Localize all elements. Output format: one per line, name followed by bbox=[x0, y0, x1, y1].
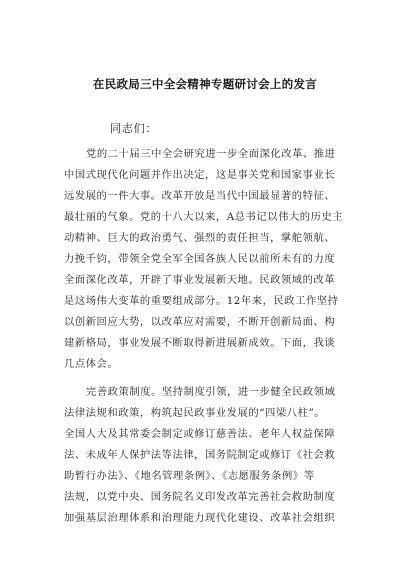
paragraph-line: 法规，以党中央、国务院名义印发改革完善社会救助制度 bbox=[64, 491, 336, 503]
paragraph-line: 完善政策制度。坚持制度引领，进一步健全民政领域 bbox=[86, 386, 336, 398]
paragraph-line: 建新格局，事业发展不断取得新进展新成效。下面，我谈 bbox=[64, 337, 336, 349]
paragraph-line: 法、未成年人保护法等法律，国务院制定或修订《社会救 bbox=[64, 449, 336, 461]
paragraph-line: 加强基层治理体系和治理能力现代化建设、改革社会组织 bbox=[64, 512, 336, 524]
paragraph-line: 全面深化改革，开辟了事业发展新天地。民政领域的改革 bbox=[64, 274, 336, 286]
document-title: 在民政局三中全会精神专题研讨会上的发言 bbox=[92, 77, 318, 91]
paragraph-line: 助暂行办法》、《地名管理条例》、《志愿服务条例》等 bbox=[64, 470, 315, 482]
paragraph-line: 全国人大及其常委会制定或修订慈善法、老年人权益保障 bbox=[64, 428, 336, 440]
paragraph-2 bbox=[64, 382, 354, 529]
paragraph-line: 最壮丽的气象。党的十八大以来，A总书记以伟大的历史主 bbox=[64, 211, 344, 223]
paragraph-line: 是这场伟大变革的重要组成部分。12年来，民政工作坚持 bbox=[64, 295, 339, 307]
paragraph-line: 党的二十届三中全会研究进一步全面深化改革、推进 bbox=[86, 148, 336, 160]
paragraph-1 bbox=[64, 144, 354, 375]
paragraph-line: 以创新回应大势，以改革应对需要，不断开创新局面、构 bbox=[64, 316, 336, 328]
paragraph-line: 力挽千钧，带领全党全军全国各族人民以前所未有的力度 bbox=[64, 253, 336, 265]
paragraph-line: 中国式现代化问题并作出决定，这是事关党和国家事业长 bbox=[64, 169, 336, 181]
paragraph-gap bbox=[64, 375, 354, 382]
paragraph-line: 动精神、巨大的政治勇气、强烈的责任担当，掌舵领航、 bbox=[64, 232, 336, 244]
paragraph-line: 法律法规和政策，构筑起民政事业发展的“四梁八柱”。 bbox=[64, 407, 326, 419]
document-body bbox=[64, 144, 354, 529]
paragraph-line: 几点体会。 bbox=[64, 358, 119, 370]
salutation: 同志们： bbox=[110, 122, 158, 135]
paragraph-line: 远发展的一件大事。改革开放是当代中国最显著的特征、 bbox=[64, 190, 336, 202]
